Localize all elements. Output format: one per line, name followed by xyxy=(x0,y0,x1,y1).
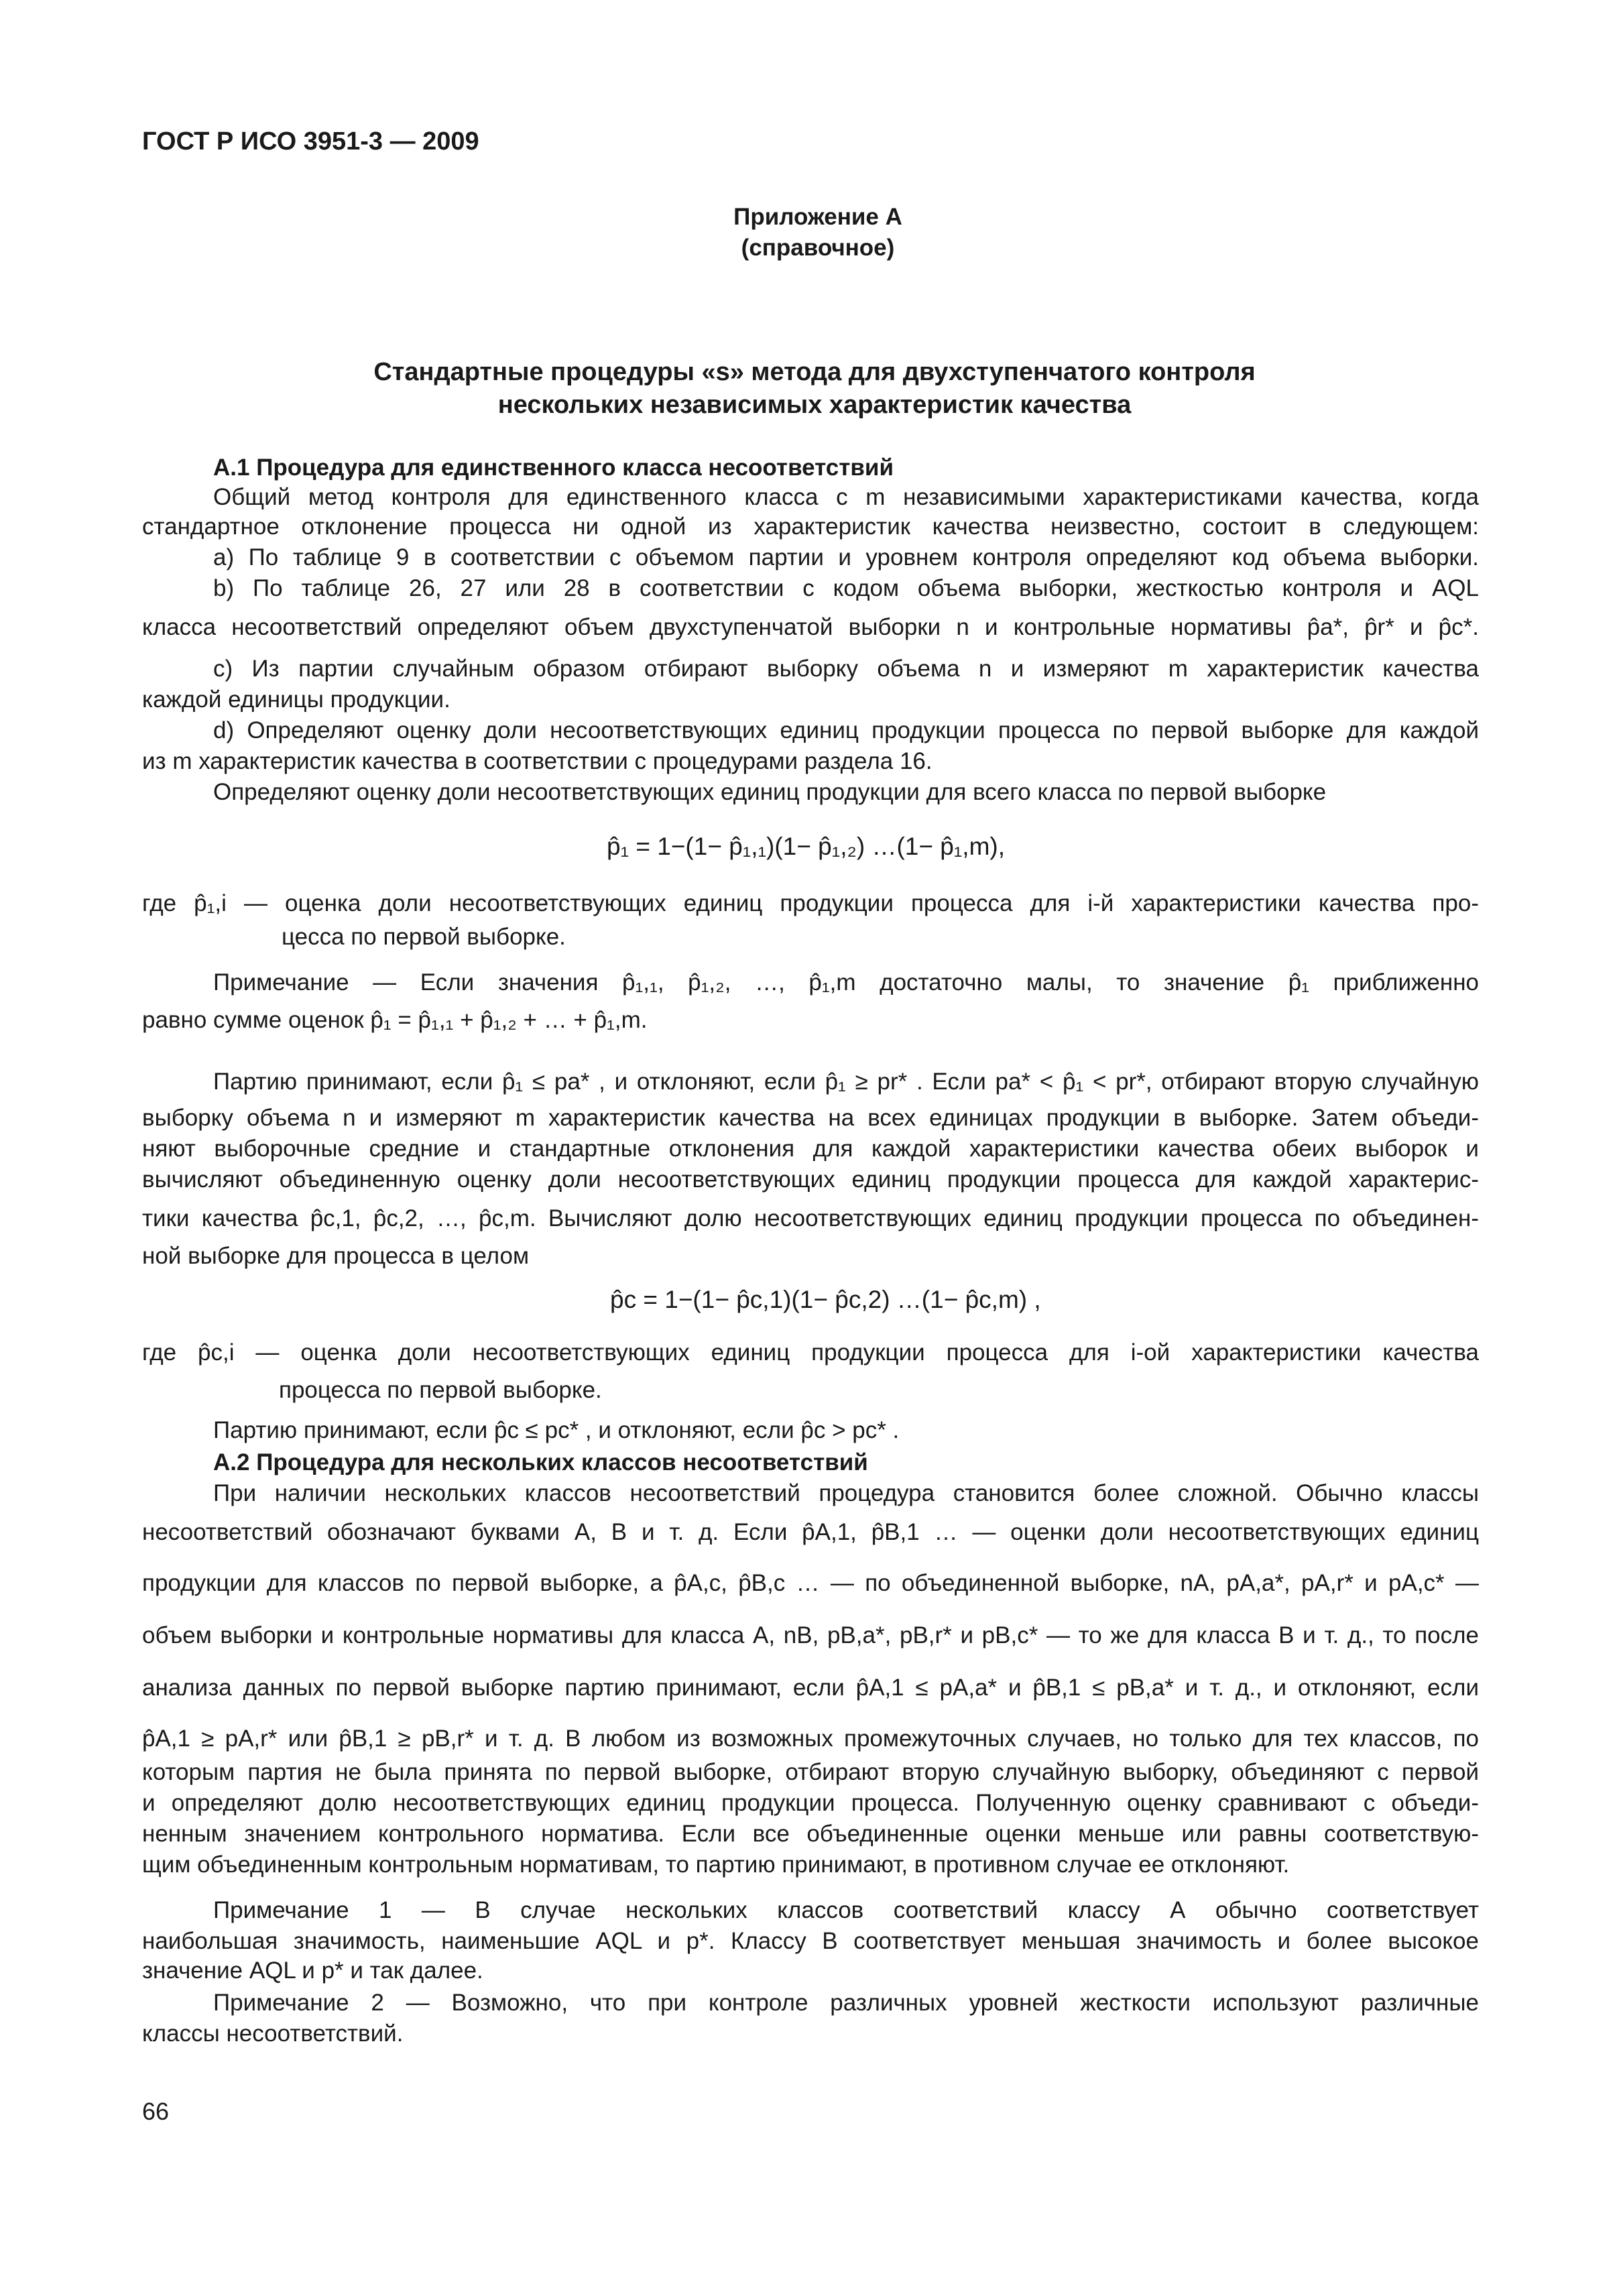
a2-line-9: ненным значением контрольного норматива. Если все объединенные оценки меньше или равны соответствую- xyxy=(142,1821,1479,1847)
a1-para2-line-2: выборку объема n и измеряют m характеристик качества на всех единицах продукции в выборке. Затем объеди- xyxy=(142,1105,1479,1131)
where-1-line-b: цесса по первой выборке. xyxy=(282,924,566,950)
section-a1-heading: А.1 Процедура для единственного класса несоответствий xyxy=(213,455,894,481)
a2-line-7: которым партия не была принята по первой выборке, отбирают вторую случайную выборку, объединяют с первой xyxy=(142,1759,1479,1785)
note-1-line-b: равно сумме оценок p̂₁ = p̂₁,₁ + p̂₁,₂ + … + p̂₁,m. xyxy=(142,1007,648,1033)
main-title-line-2: нескольких независимых характеристик качества xyxy=(497,391,1132,419)
a2-line-3: продукции для классов по первой выборке, а p̂А,c, p̂В,c … — по объединенной выборке, nА, pА,a*, pА,r* и pА,c* — xyxy=(142,1570,1479,1596)
appendix-title: Приложение А xyxy=(733,204,902,230)
a2-note-1-line-3: значение AQL и p* и так далее. xyxy=(142,1957,483,1984)
a2-line-6: p̂А,1 ≥ pА,r* или p̂В,1 ≥ pВ,r* и т. д. В любом из возможных промежуточных случаев, но только для тех классов, по xyxy=(142,1726,1479,1752)
where-2-line-a: где p̂c,i — оценка доли несоответствующих единиц продукции процесса для i-ой характеристики качества xyxy=(142,1339,1479,1366)
a1-para2-line-4: вычисляют объединенную оценку доли несоответствующих единиц продукции процесса для каждой характерис- xyxy=(142,1166,1479,1193)
a1-line-3: a) По таблице 9 в соответствии с объемом партии и уровнем контроля определяют код объема выборки. xyxy=(213,544,1479,570)
a1-line-8: d) Определяют оценку доли несоответствующих единиц продукции процесса по первой выборке для каждой xyxy=(213,717,1479,743)
note-1-line-a: Примечание — Если значения p̂₁,₁, p̂₁,₂, …, p̂₁,m достаточно малы, то значение p̂₁ приближенно xyxy=(213,969,1479,995)
where-2-line-b: процесса по первой выборке. xyxy=(279,1377,602,1403)
a2-line-10: щим объединенным контрольным нормативам, то партию принимают, в противном случае ее отклоняют. xyxy=(142,1852,1290,1878)
main-title-line-1: Стандартные процедуры «s» метода для двухступенчатого контроля xyxy=(373,358,1256,386)
formula-pc: p̂c = 1−(1− p̂c,1)(1− p̂c,2) …(1− p̂c,m) , xyxy=(610,1286,1041,1313)
appendix-subtitle: (справочное) xyxy=(741,235,895,261)
a2-note-1-line-1: Примечание 1 — В случае нескольких классов соответствий классу А обычно соответствует xyxy=(213,1897,1479,1923)
a1-line-10: Определяют оценку доли несоответствующих единиц продукции для всего класса по первой выборке xyxy=(213,779,1327,805)
section-a2-heading: А.2 Процедура для нескольких классов несоответствий xyxy=(213,1449,868,1475)
a1-line-7: каждой единицы продукции. xyxy=(142,686,450,713)
a1-para2-line-1: Партию принимают, если p̂₁ ≤ pa* , и отклоняют, если p̂₁ ≥ pr* . Если pa* < p̂₁ < pr*, отбирают вторую случайную xyxy=(213,1069,1479,1095)
accept-rule: Партию принимают, если p̂c ≤ pc* , и отклоняют, если p̂c > pc* . xyxy=(213,1417,900,1443)
a2-note-1-line-2: наибольшая значимость, наименьшие AQL и p*. Классу В соответствует меньшая значимость и более высокое xyxy=(142,1928,1479,1954)
page-number: 66 xyxy=(142,2098,170,2125)
a1-para2-line-5: тики качества p̂c,1, p̂c,2, …, p̂c,m. Вычисляют долю несоответствующих единиц продукции процесса по объединен- xyxy=(142,1205,1479,1231)
a1-line-6: c) Из партии случайным образом отбирают выборку объема n и измеряют m характеристик качества xyxy=(213,656,1479,682)
a1-line-4: b) По таблице 26, 27 или 28 в соответствии с кодом объема выборки, жесткостью контроля и AQL xyxy=(213,575,1479,601)
a2-note-2-line-1: Примечание 2 — Возможно, что при контроле различных уровней жесткости используют различные xyxy=(213,1990,1479,2016)
a2-line-5: анализа данных по первой выборке партию принимают, если p̂А,1 ≤ pА,a* и p̂В,1 ≤ pВ,a* и т. д., и отклоняют, если xyxy=(142,1675,1479,1701)
a1-para2-line-3: няют выборочные средние и стандартные отклонения для каждой характеристики качества обеих выборок и xyxy=(142,1136,1479,1162)
a1-line-5: класса несоответствий определяют объем двухступенчатой выборки n и контрольные нормативы p̂a*, p̂r* и p̂c*. xyxy=(142,614,1479,640)
a2-line-2: несоответствий обозначают буквами А, В и т. д. Если p̂А,1, p̂В,1 … — оценки доли несоответствующих единиц xyxy=(142,1519,1479,1545)
a1-line-1: Общий метод контроля для единственного класса с m независимыми характеристиками качества, когда xyxy=(213,484,1479,510)
a2-line-8: и определяют долю несоответствующих единиц продукции процесса. Полученную оценку сравнивают с объеди- xyxy=(142,1790,1479,1816)
standard-header: ГОСТ Р ИСО 3951-3 — 2009 xyxy=(142,127,479,156)
a1-line-2: стандартное отклонение процесса ни одной из характеристик качества неизвестно, состоит в следующем: xyxy=(142,513,1479,540)
a2-note-2-line-2: классы несоответствий. xyxy=(142,2020,404,2047)
where-1-line-a: где p̂₁,i — оценка доли несоответствующих единиц продукции процесса для i-й характеристики качества про- xyxy=(142,890,1479,916)
formula-p1: p̂₁ = 1−(1− p̂₁,₁)(1− p̂₁,₂) …(1− p̂₁,m), xyxy=(607,833,1005,860)
a1-para2-line-6: ной выборке для процесса в целом xyxy=(142,1243,530,1269)
a1-line-9: из m характеристик качества в соответствии с процедурами раздела 16. xyxy=(142,748,933,774)
a2-line-1: При наличии нескольких классов несоответствий процедура становится более сложной. Обычно классы xyxy=(213,1480,1479,1506)
a2-line-4: объем выборки и контрольные нормативы для класса А, nВ, pВ,a*, pВ,r* и pВ,c* — то же для класса В и т. д., то после xyxy=(142,1622,1479,1648)
